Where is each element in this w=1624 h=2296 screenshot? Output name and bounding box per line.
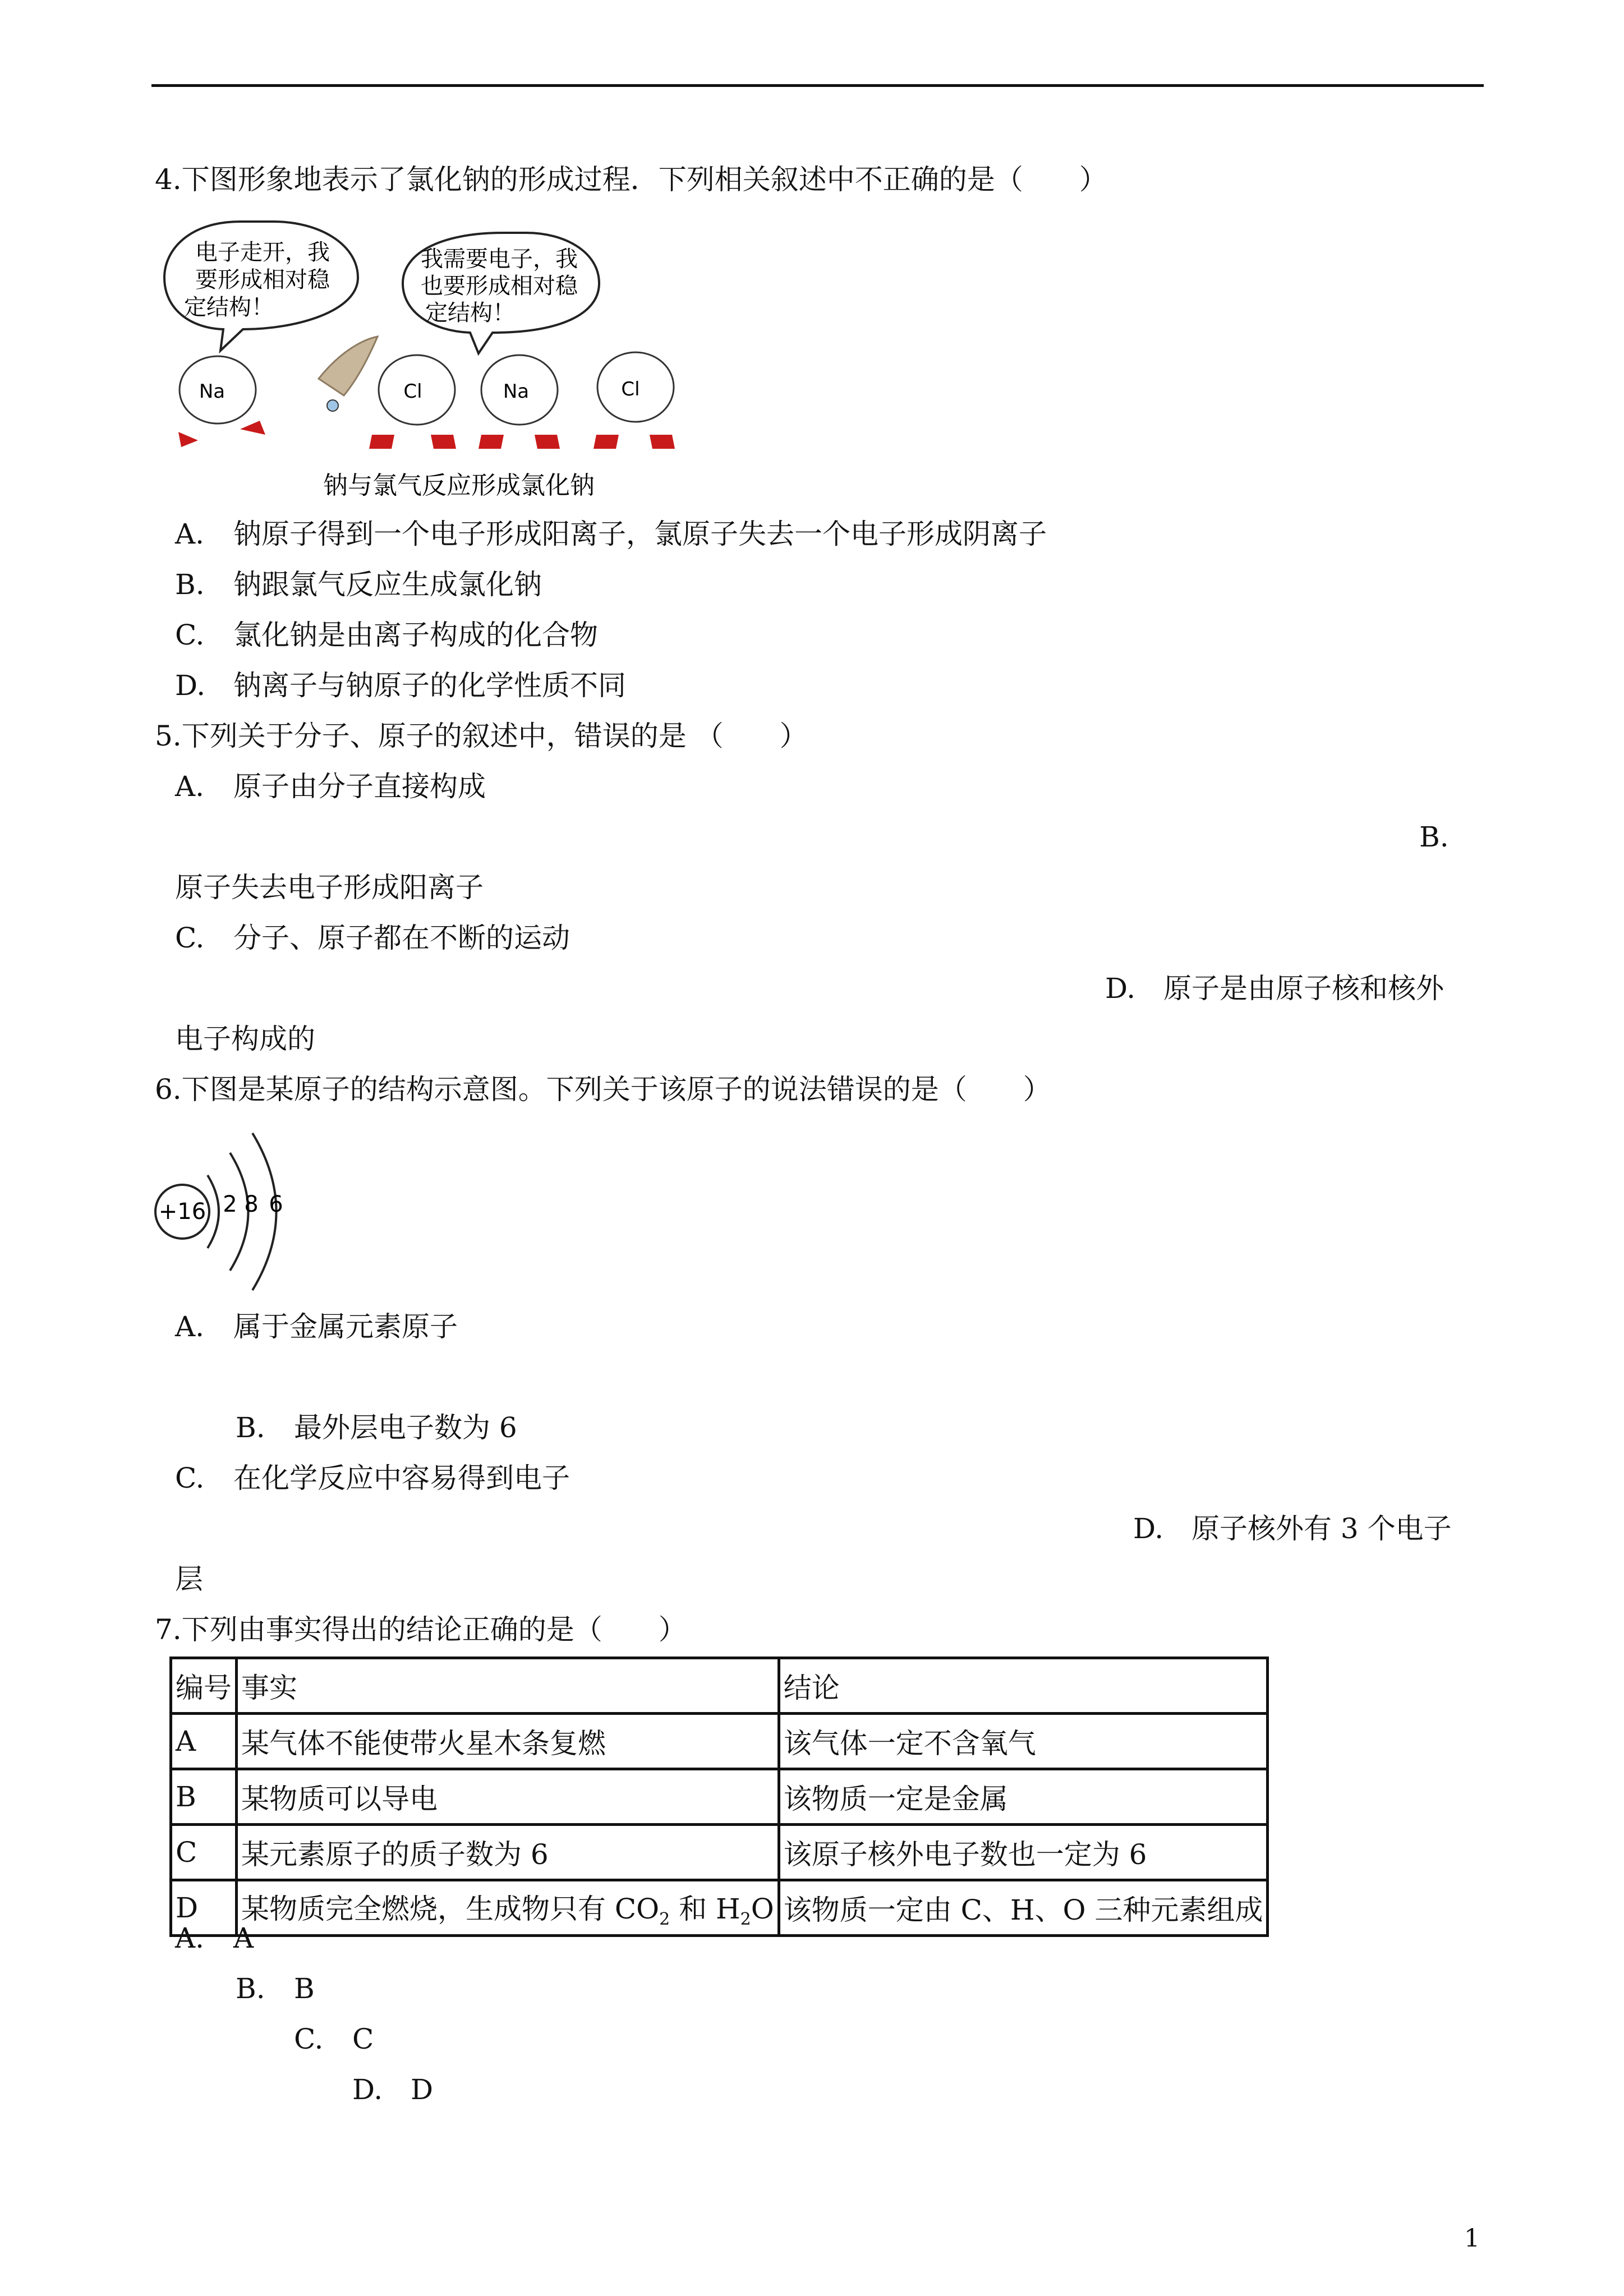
option-label: B.: [236, 1972, 265, 2005]
q7-stem: 7.下列由事实得出的结论正确的是（ ）: [155, 1613, 687, 1646]
table-cell: 某元素原子的质子数为 6: [237, 1825, 779, 1880]
bubble-left-line-1: 电子走开，我: [195, 240, 330, 265]
atom-label-4: Cl: [621, 378, 640, 401]
option-label: D.: [1133, 1512, 1164, 1545]
option-label: A.: [175, 518, 205, 550]
figure-caption: 钠与氯气反应形成氯化钠: [323, 471, 595, 500]
option-text: 属于金属元素原子: [233, 1310, 458, 1343]
option-label: C.: [294, 2023, 324, 2055]
q6-option-c: [175, 1461, 570, 1495]
q4-option-c: [175, 618, 598, 652]
speech-bubble-right: [403, 233, 599, 353]
option-text: 原子由分子直接构成: [233, 770, 486, 803]
subscript: 2: [740, 1910, 751, 1929]
bubble-right-line-1: 我需要电子，我: [421, 246, 578, 272]
table-cell: A: [171, 1714, 237, 1769]
shell-electrons-3: 6: [269, 1191, 283, 1217]
option-text: 原子核外有 3 个电子: [1191, 1512, 1452, 1545]
bubble-left-line-3: 定结构！: [184, 295, 274, 320]
option-label: D.: [175, 669, 206, 702]
q4-option-a: [175, 517, 1047, 551]
q7-option-d: [352, 2073, 433, 2106]
atom-label-2: Cl: [403, 380, 422, 403]
q6-option-d-continuation: 层: [175, 1563, 203, 1595]
q5-stem: 5.下列关于分子、原子的叙述中，错误的是 （ ）: [155, 720, 808, 752]
option-text: 氯化钠是由离子构成的化合物: [233, 619, 598, 651]
option-text: 钠离子与钠原子的化学性质不同: [233, 669, 626, 702]
q6-option-d: [1133, 1512, 1452, 1545]
atom-figure-2: [369, 355, 456, 449]
option-text: 原子是由原子核和核外: [1163, 972, 1444, 1005]
bubble-left-line-2: 要形成相对稳: [195, 267, 330, 293]
option-label: B.: [236, 1411, 265, 1444]
subscript: 2: [659, 1910, 670, 1929]
option-label: A.: [175, 1922, 205, 1954]
bubble-right-line-2: 也要形成相对稳: [421, 273, 578, 299]
fact-text-post: O: [751, 1893, 774, 1925]
q4-stem: 4.下图形象地表示了氯化钠的形成过程．下列相关叙述中不正确的是（ ）: [155, 163, 1107, 196]
option-label: C.: [175, 1462, 205, 1494]
shell-electrons-1: 2: [223, 1191, 237, 1217]
atom-figure-3: [479, 355, 560, 449]
electron-icon: [327, 400, 338, 411]
table-row: [171, 1825, 1268, 1880]
table-cell: 该物质一定由 C、H、O 三种元素组成: [779, 1880, 1268, 1936]
table-cell: 某物质可以导电: [237, 1769, 779, 1825]
atom-structure-diagram: [151, 1128, 303, 1296]
table-cell: D: [171, 1880, 237, 1936]
option-text: 钠原子得到一个电子形成阳离子，氯原子失去一个电子形成阴离子: [233, 518, 1047, 550]
option-label: A.: [175, 1310, 205, 1343]
shell-electrons-2: 8: [244, 1191, 259, 1217]
table-cell: 该气体一定不含氧气: [779, 1714, 1268, 1769]
option-label: D.: [1105, 972, 1136, 1005]
fact-text-mid: 和 H: [670, 1893, 740, 1925]
option-text: 在化学反应中容易得到电子: [233, 1462, 570, 1494]
option-text: B: [294, 1972, 315, 2005]
q5-option-b-label: B.: [1419, 821, 1449, 853]
page-number: 1: [1464, 2224, 1480, 2253]
table-cell-formula: [237, 1880, 779, 1936]
option-label: A.: [175, 770, 205, 803]
option-text: 最外层电子数为 6: [294, 1411, 517, 1444]
bubble-right-line-3: 定结构！: [425, 300, 515, 326]
q5-option-a: [175, 770, 486, 803]
atom-figure-1: [178, 356, 265, 447]
table-cell: 该物质一定是金属: [779, 1769, 1268, 1825]
option-label: C.: [175, 619, 205, 651]
q6-option-b: [236, 1411, 517, 1444]
atom-label-3: Na: [503, 380, 530, 403]
fact-text-pre: 某物质完全燃烧，生成物只有 CO: [241, 1893, 660, 1925]
option-label: B.: [175, 568, 205, 601]
cloth-icon: [319, 337, 378, 395]
header-rule: [151, 84, 1484, 87]
option-label: C.: [175, 922, 205, 954]
table-row: [171, 1880, 1268, 1936]
atom-label-1: Na: [199, 380, 226, 403]
nucleus-label: +16: [158, 1199, 206, 1225]
option-text: C: [352, 2023, 374, 2055]
option-text: 分子、原子都在不断的运动: [233, 922, 570, 954]
table-header-row: [171, 1658, 1268, 1714]
sodium-chloride-cartoon: [156, 210, 711, 510]
option-text: A: [233, 1922, 254, 1954]
table-row: [171, 1714, 1268, 1769]
atom-figure-4: [594, 352, 675, 449]
q6-option-a: [175, 1310, 458, 1343]
table-header-cell: 编号: [171, 1658, 237, 1714]
q7-option-a: [175, 1921, 254, 1955]
q5-option-c: [175, 921, 570, 955]
q7-option-b: [236, 1972, 315, 2005]
table-row: [171, 1769, 1268, 1825]
table-header-cell: 结论: [779, 1658, 1268, 1714]
q4-option-b: [175, 568, 542, 601]
table-cell: B: [171, 1769, 237, 1825]
speech-bubble-left: [164, 222, 358, 351]
option-text: 钠跟氯气反应生成氯化钠: [233, 568, 542, 601]
option-text: D: [411, 2073, 434, 2106]
q4-option-d: [175, 669, 626, 702]
q5-option-b-text: 原子失去电子形成阳离子: [175, 871, 484, 904]
facts-conclusions-table: [169, 1657, 1269, 1937]
q6-stem: 6.下图是某原子的结构示意图。下列关于该原子的说法错误的是（ ）: [155, 1073, 1051, 1106]
q7-option-c: [294, 2022, 374, 2056]
table-header-cell: 事实: [237, 1658, 779, 1714]
option-label: D.: [352, 2073, 383, 2106]
table-cell: 某气体不能使带火星木条复燃: [237, 1714, 779, 1769]
table-cell: C: [171, 1825, 237, 1880]
table-cell: 该原子核外电子数也一定为 6: [779, 1825, 1268, 1880]
q5-option-d: [1105, 972, 1444, 1005]
q5-option-d-continuation: 电子构成的: [175, 1023, 315, 1055]
